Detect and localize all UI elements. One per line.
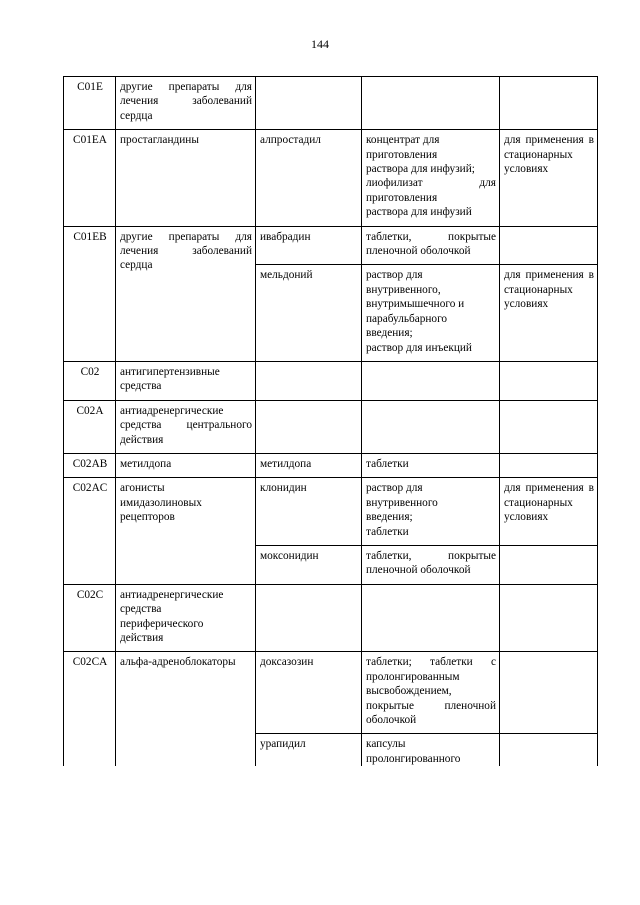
drug-name bbox=[256, 77, 362, 130]
note bbox=[500, 545, 598, 584]
note bbox=[500, 361, 598, 400]
atc-code: C02AC bbox=[64, 478, 116, 584]
dosage-form bbox=[362, 265, 500, 361]
atc-code: C02AB bbox=[64, 453, 116, 477]
drug-name: ивабрадин bbox=[256, 226, 362, 265]
dosage-form-line: таблетки bbox=[366, 525, 409, 538]
page-number: 144 bbox=[311, 37, 329, 51]
dosage-form bbox=[362, 130, 500, 226]
dosage-form-line: пролонгированного bbox=[366, 752, 461, 765]
dosage-form bbox=[362, 478, 500, 546]
dosage-form-line: раствор для bbox=[366, 269, 423, 282]
group-line: действия bbox=[120, 632, 164, 644]
dosage-form-line: внутримышечного и bbox=[366, 298, 465, 311]
drug-name: доксазозин bbox=[256, 652, 362, 734]
table-row bbox=[64, 77, 598, 130]
drug-name: алпростадил bbox=[256, 130, 362, 226]
pharmacological-group: антиадренергические средства центрального действия bbox=[116, 400, 256, 453]
dosage-form bbox=[362, 584, 500, 652]
note bbox=[500, 584, 598, 652]
pharmacological-group: метилдопа bbox=[116, 453, 256, 477]
pharmacological-group: другие препараты для лечения заболеваний сердца bbox=[116, 226, 256, 361]
drug-name bbox=[256, 361, 362, 400]
pharmacological-group: антигипертензивные средства bbox=[116, 361, 256, 400]
drug-name: клонидин bbox=[256, 478, 362, 546]
dosage-form bbox=[362, 400, 500, 453]
dosage-form-line: введения; bbox=[366, 327, 413, 340]
dosage-form-line: внутривенного, bbox=[366, 283, 441, 296]
dosage-form-line: приготовления bbox=[366, 191, 438, 204]
dosage-form-line: введения; bbox=[366, 511, 413, 524]
dosage-form-line: раствор для bbox=[366, 482, 423, 495]
note bbox=[500, 453, 598, 477]
drug-name bbox=[256, 584, 362, 652]
note: для применения в стационарных условиях bbox=[500, 130, 598, 226]
pharmacological-group: простагландины bbox=[116, 130, 256, 226]
note bbox=[500, 226, 598, 265]
dosage-form: таблетки, покрытые пленочной оболочкой bbox=[362, 545, 500, 584]
atc-code: C01EB bbox=[64, 226, 116, 361]
note bbox=[500, 734, 598, 766]
dosage-form: таблетки bbox=[362, 453, 500, 477]
pharmacological-group bbox=[116, 584, 256, 652]
group-line: агонисты bbox=[120, 482, 165, 495]
atc-code: C02 bbox=[64, 361, 116, 400]
dosage-form: таблетки; таблетки с пролонгированным высвобождением, покрытые пленочной оболочкой bbox=[362, 652, 500, 734]
dosage-form-line: парабульбарного bbox=[366, 312, 448, 325]
group-line: периферического bbox=[120, 617, 204, 630]
atc-code: C02A bbox=[64, 400, 116, 453]
medicines-table bbox=[63, 76, 598, 766]
drug-name: мельдоний bbox=[256, 265, 362, 361]
drug-name bbox=[256, 400, 362, 453]
dosage-form-line: раствор для инъекций bbox=[366, 341, 472, 354]
table-row bbox=[64, 478, 598, 546]
table-row bbox=[64, 400, 598, 453]
note bbox=[500, 652, 598, 734]
drug-name: метилдопа bbox=[256, 453, 362, 477]
pharmacological-group: другие препараты для лечения заболеваний сердца bbox=[116, 77, 256, 130]
dosage-form: таблетки, покрытые пленочной оболочкой bbox=[362, 226, 500, 265]
dosage-form-line: приготовления bbox=[366, 148, 438, 161]
atc-code: C01EA bbox=[64, 130, 116, 226]
dosage-form-line: раствора для инфузий bbox=[366, 206, 472, 219]
table-row bbox=[64, 361, 598, 400]
drug-name: урапидил bbox=[256, 734, 362, 766]
dosage-form-line: внутривенного bbox=[366, 496, 438, 509]
group-line: средства bbox=[120, 603, 162, 616]
dosage-form bbox=[362, 77, 500, 130]
note bbox=[500, 400, 598, 453]
dosage-form bbox=[362, 361, 500, 400]
group-line: антиадренергические bbox=[120, 588, 224, 601]
dosage-form-line: концентрат для bbox=[366, 134, 440, 147]
table-row bbox=[64, 226, 598, 265]
dosage-form-line: лиофилизат для bbox=[366, 177, 496, 190]
table-row bbox=[64, 652, 598, 734]
atc-code: C01E bbox=[64, 77, 116, 130]
atc-code: C02C bbox=[64, 584, 116, 652]
group-line: имидазолиновых bbox=[120, 496, 202, 509]
note: для применения в стационарных условиях bbox=[500, 478, 598, 546]
drug-name: моксонидин bbox=[256, 545, 362, 584]
group-line: рецепторов bbox=[120, 511, 175, 524]
note bbox=[500, 77, 598, 130]
dosage-form bbox=[362, 734, 500, 766]
table-row bbox=[64, 584, 598, 652]
pharmacological-group bbox=[116, 478, 256, 584]
note: для применения в стационарных условиях bbox=[500, 265, 598, 361]
table-row bbox=[64, 453, 598, 477]
dosage-form-line: капсулы bbox=[366, 738, 406, 751]
pharmacological-group: альфа-адреноблокаторы bbox=[116, 652, 256, 766]
atc-code: C02CA bbox=[64, 652, 116, 766]
table-row bbox=[64, 130, 598, 226]
dosage-form-line: раствора для инфузий; bbox=[366, 163, 475, 176]
